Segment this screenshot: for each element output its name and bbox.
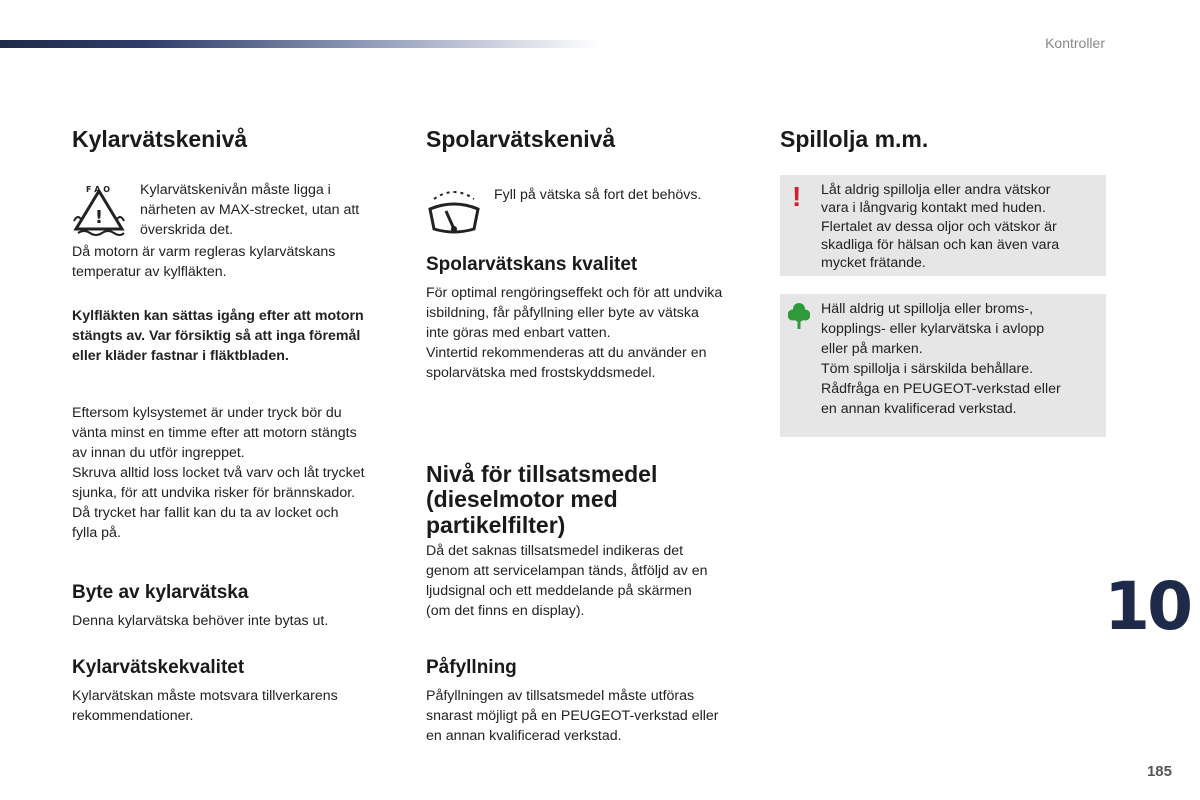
environment-box-text: Häll aldrig ut spillolja eller broms-, kopplings- eller kylarvätska i avlopp eller på marken. Töm spillolja i särskilda behållare. Rådfråga en PEUGEOT-verkstad eller en annan kvalificerad verkstad. [821, 301, 1061, 417]
title-spillolja: Spillolja m.m. [780, 126, 929, 152]
washer-icon [426, 185, 482, 242]
pressure-text: Eftersom kylsystemet är under tryck bör du vänta minst en timme efter att motorn stängts av innan du utför ingreppet. Skruva alltid loss locket två varv och låt trycket sjunka, för att undvika risker för brännskador. Då trycket har fallit kan du ta av locket och fylla på. [72, 405, 365, 541]
svg-text:F A O: F A O [86, 185, 111, 194]
environment-tree-icon [788, 302, 810, 335]
washer-icon-text: Fyll på vätska så fort det behövs. [494, 187, 702, 203]
spolar-kvalitet-text: För optimal rengöringseffekt och för att undvika isbildning, får påfyllning eller byte av vätska inte göras med enbart vatten. Vintertid rekommenderas att du använder en spolarvätska med frostskyddsmedel. [426, 285, 723, 381]
header-gradient-bar [0, 40, 600, 48]
heading-byte-av-kylarvatska: Byte av kylarvätska [72, 582, 249, 603]
fan-warning-text: Kylfläkten kan sättas igång efter att motorn stängts av. Var försiktig så att inga föremål eller kläder fastnar i fläktbladen. [72, 308, 364, 364]
chapter-number: 10 [1104, 568, 1190, 645]
environment-box [780, 294, 1106, 437]
kvalitet-text: Kylarvätskan måste motsvara tillverkarens rekommendationer. [72, 688, 338, 724]
svg-text:!: ! [94, 207, 104, 228]
byte-text: Denna kylarvätska behöver inte bytas ut. [72, 613, 329, 629]
warning-box [780, 175, 1106, 276]
page-number: 185 [1146, 763, 1172, 780]
warning-box-text: Låt aldrig spillolja eller andra vätskor vara i långvarig kontakt med huden. Flertalet av dessa oljor och vätskor är skadliga för hälsan och kan även vara mycket frätande. [821, 182, 1060, 272]
warning-exclamation-icon: ! [792, 181, 802, 212]
coolant-icon-text: Kylarvätskenivån måste ligga i närheten av MAX-strecket, utan att överskrida det. [140, 182, 360, 238]
title-kylarvatskeniva: Kylarvätskenivå [72, 126, 248, 152]
title-spolarvatskeniva: Spolarvätskenivå [426, 126, 616, 152]
heading-spolarvatskans-kvalitet: Spolarvätskans kvalitet [426, 254, 638, 275]
pafyllning-text: Påfyllningen av tillsatsmedel måste utföras snarast möjligt på en PEUGEOT-verkstad eller en annan kvalificerad verkstad. [426, 688, 719, 744]
title-niva-tillsatsmedel: Nivå för tillsatsmedel (dieselmotor med partikelfilter) [426, 461, 658, 538]
section-name: Kontroller [1045, 35, 1105, 51]
coolant-temp-text: Då motorn är varm regleras kylarvätskans temperatur av kylfläkten. [72, 244, 336, 280]
heading-pafyllning: Påfyllning [426, 657, 517, 678]
coolant-warning-icon [72, 183, 126, 242]
heading-kylarvatskekvalitet: Kylarvätskekvalitet [72, 657, 245, 678]
niva-text: Då det saknas tillsatsmedel indikeras det genom att servicelampan tänds, åtföljd av en ljudsignal och ett meddelande på skärmen (om det finns en display). [426, 543, 708, 619]
